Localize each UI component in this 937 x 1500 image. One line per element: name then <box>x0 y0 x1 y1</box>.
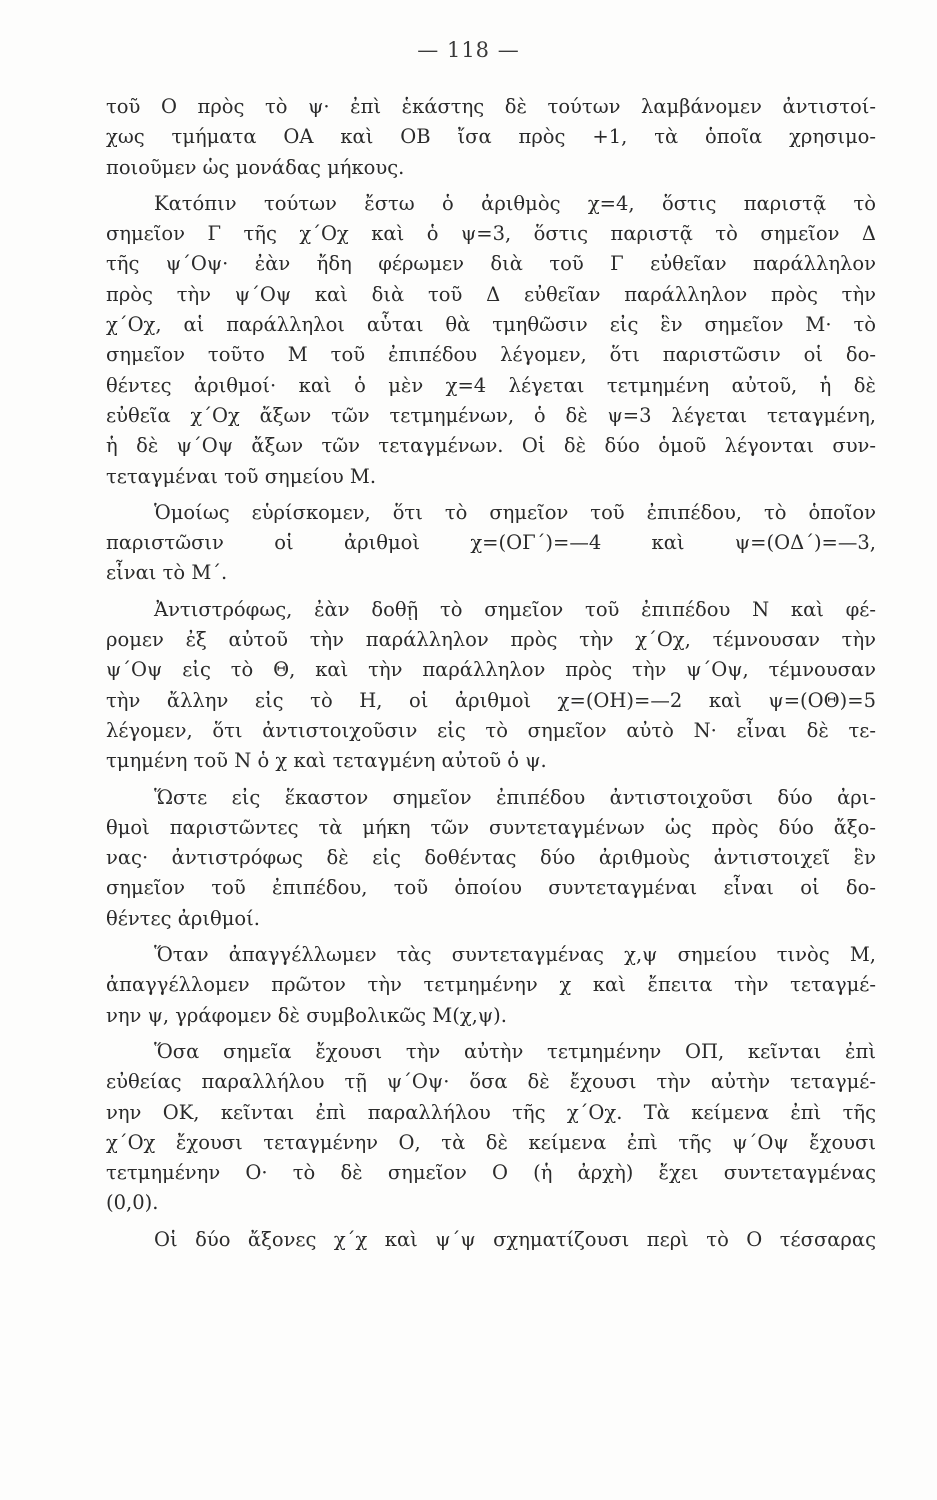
text-line: θέντες ἀριθμοί. <box>106 906 260 930</box>
text-line: Κατόπιν τούτων ἔστω ὁ ἀριθμὸς χ=4, ὅστις παριστᾷ τὸ <box>154 191 876 215</box>
text-line: ποιοῦμεν ὡς μονάδας μήκους. <box>106 155 405 179</box>
text-line: τοῦ Ο πρὸς τὸ ψ· ἐπὶ ἑκάστης δὲ τούτων λαμβάνομεν ἀντιστοί- <box>106 95 876 118</box>
text-line: σημεῖον τοῦτο Μ τοῦ ἐπιπέδου λέγομεν, ὅτι παριστῶσιν οἱ δο- <box>106 343 876 367</box>
paragraph <box>106 595 876 777</box>
text-line: σημεῖον Γ τῆς χ΄Οχ καὶ ὁ ψ=3, ὅστις παριστᾷ τὸ σημεῖον Δ <box>106 222 876 246</box>
text-line: εἶναι τὸ Μ΄. <box>106 561 228 585</box>
paragraph <box>106 92 876 183</box>
text-line: πρὸς τὴν ψ΄Οψ καὶ διὰ τοῦ Δ εὐθεῖαν παράλληλον πρὸς τὴν <box>106 282 876 306</box>
text-line: νην ΟΚ, κεῖνται ἐπὶ παραλλήλου τῆς χ΄Οχ. Τὰ κείμενα ἐπὶ τῆς <box>106 1100 876 1124</box>
text-line: Ὁμοίως εὑρίσκομεν, ὅτι τὸ σημεῖον τοῦ ἐπιπέδου, τὸ ὁποῖον <box>154 500 876 524</box>
paragraph <box>106 1225 876 1255</box>
paragraph <box>106 498 876 589</box>
paragraph <box>106 940 876 1031</box>
text-line: ρομεν ἐξ αὐτοῦ τὴν παράλληλον πρὸς τὴν χ΄Οχ, τέμνουσαν τὴν <box>106 628 876 652</box>
text-line: σημεῖον τοῦ ἐπιπέδου, τοῦ ὁποίου συντεταγμέναι εἶναι οἱ δο- <box>106 876 876 900</box>
text-line: παριστῶσιν οἱ ἀριθμοὶ χ=(ΟΓ΄)=—4 καὶ ψ=(ΟΔ΄)=—3, <box>106 531 876 555</box>
text-line: λέγομεν, ὅτι ἀντιστοιχοῦσιν εἰς τὸ σημεῖον αὐτὸ Ν· εἶναι δὲ τε- <box>106 718 876 742</box>
text-line: Ὅσα σημεῖα ἔχουσι τὴν αὐτὴν τετμημένην ΟΠ, κεῖνται ἐπὶ <box>154 1039 876 1063</box>
text-line: εὐθεῖα χ΄Οχ ἄξων τῶν τετμημένων, ὁ δὲ ψ=3 λέγεται τεταγμένη, <box>106 403 876 427</box>
text-line: ἡ δὲ ψ΄Οψ ἄξων τῶν τεταγμένων. Οἱ δὲ δύο ὁμοῦ λέγονται συν- <box>106 434 876 458</box>
paragraph <box>106 783 876 934</box>
text-line: χως τμήματα ΟΑ καὶ ΟΒ ἴσα πρὸς +1, τὰ ὁποῖα χρησιμο- <box>106 125 876 149</box>
text-line: εὐθείας παραλλήλου τῇ ψ΄Οψ· ὅσα δὲ ἔχουσι τὴν αὐτὴν τεταγμέ- <box>106 1070 876 1094</box>
text-line: τετμημένην Ο· τὸ δὲ σημεῖον Ο (ἡ ἀρχὴ) ἔχει συντεταγμένας <box>106 1161 876 1185</box>
text-line: Ὥστε εἰς ἕκαστον σημεῖον ἐπιπέδου ἀντιστοιχοῦσι δύο ἀρι- <box>154 785 876 809</box>
text-line: νας· ἀντιστρόφως δὲ εἰς δοθέντας δύο ἀριθμοὺς ἀντιστοιχεῖ ἓν <box>106 846 876 870</box>
text-line: τὴν ἄλλην εἰς τὸ Η, οἱ ἀριθμοὶ χ=(ΟΗ)=—2 καὶ ψ=(ΟΘ)=5 <box>106 688 876 712</box>
text-line: (0,0). <box>106 1191 159 1215</box>
text-line: Οἱ δύο ἄξονες χ΄χ καὶ ψ΄ψ σχηματίζουσι περὶ τὸ Ο τέσσαρας <box>154 1227 876 1251</box>
paragraph <box>106 189 876 492</box>
text-line: τεταγμέναι τοῦ σημείου Μ. <box>106 464 377 488</box>
text-body <box>106 92 876 1255</box>
text-line: Ἀντιστρόφως, ἐὰν δοθῇ τὸ σημεῖον τοῦ ἐπιπέδου Ν καὶ φέ- <box>154 597 876 621</box>
text-line: θμοὶ παριστῶντες τὰ μήκη τῶν συντεταγμένων ὡς πρὸς δύο ἄξο- <box>106 815 876 839</box>
text-line: νην ψ, γράφομεν δὲ συμβολικῶς Μ(χ,ψ). <box>106 1003 507 1027</box>
text-line: χ΄Οχ ἔχουσι τεταγμένην Ο, τὰ δὲ κείμενα ἐπὶ τῆς ψ΄Οψ ἔχουσι <box>106 1130 876 1154</box>
text-line: θέντες ἀριθμοί· καὶ ὁ μὲν χ=4 λέγεται τετμημένη αὐτοῦ, ἡ δὲ <box>106 373 876 397</box>
text-line: ἀπαγγέλλομεν πρῶτον τὴν τετμημένην χ καὶ ἔπειτα τὴν τεταγμέ- <box>106 973 876 997</box>
page-number: — 118 — <box>417 38 520 62</box>
text-line: ψ΄Οψ εἰς τὸ Θ, καὶ τὴν παράλληλον πρὸς τὴν ψ΄Οψ, τέμνουσαν <box>106 658 876 682</box>
text-line: τῆς ψ΄Οψ· ἐὰν ἤδη φέρωμεν διὰ τοῦ Γ εὐθεῖαν παράλληλον <box>106 252 876 276</box>
text-line: Ὅταν ἀπαγγέλλωμεν τὰς συντεταγμένας χ,ψ σημείου τινὸς Μ, <box>154 943 876 967</box>
paragraph <box>106 1037 876 1219</box>
text-line: τμημένη τοῦ Ν ὁ χ καὶ τεταγμένη αὐτοῦ ὁ ψ. <box>106 749 547 773</box>
text-line: χ΄Οχ, αἱ παράλληλοι αὗται θὰ τμηθῶσιν εἰς ἓν σημεῖον Μ· τὸ <box>106 313 876 337</box>
